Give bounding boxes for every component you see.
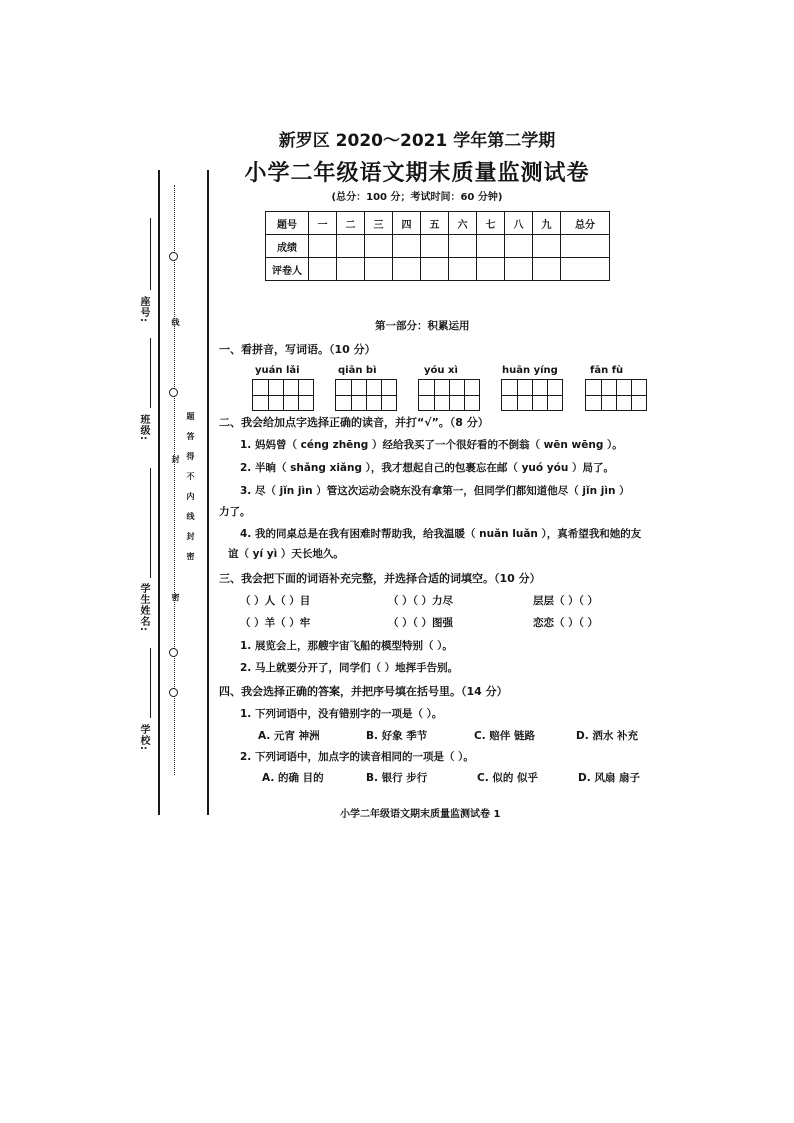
class-label: 班级: — [138, 414, 149, 441]
q4-1-option-b[interactable]: B. 好象 季节 — [366, 730, 428, 742]
score-header-cell: 八 — [505, 212, 533, 235]
grader-cell[interactable] — [337, 258, 365, 281]
line-mark-text: 封 — [171, 455, 180, 469]
grader-row-label: 评卷人 — [266, 258, 309, 281]
line-mark-text: 密 — [171, 593, 180, 607]
q1-answer-grid[interactable] — [252, 379, 314, 411]
score-cell[interactable] — [365, 235, 393, 258]
binding-hole-mark — [169, 648, 178, 657]
q4-2-option-d[interactable]: D. 风扇 扇子 — [578, 772, 641, 784]
binding-hole-mark — [169, 388, 178, 397]
score-header-cell: 题号 — [266, 212, 309, 235]
q4-1-option-d[interactable]: D. 洒水 补充 — [576, 730, 639, 742]
score-cell[interactable] — [533, 235, 561, 258]
q4-1-option-a[interactable]: A. 元宵 神洲 — [258, 730, 320, 742]
grader-row — [266, 258, 610, 281]
score-row-label: 成绩 — [266, 235, 309, 258]
q2-item: 力了。 — [219, 506, 251, 518]
exam-no-blank — [150, 218, 151, 290]
school-label: 学校: — [138, 724, 149, 751]
grid-cell[interactable] — [533, 380, 563, 410]
q2-item[interactable]: 谊（ yí yì ）天长地久。 — [228, 548, 344, 560]
binding-hole-mark — [169, 688, 178, 697]
score-cell[interactable] — [477, 235, 505, 258]
exam-no-label: 座号: — [138, 296, 149, 323]
binding-hole-mark — [169, 252, 178, 261]
score-cell[interactable] — [449, 235, 477, 258]
score-table — [265, 211, 610, 281]
q4-2-option-b[interactable]: B. 银行 步行 — [366, 772, 428, 784]
q3-fill-item[interactable]: 1. 展览会上，那艘宇宙飞船的模型特别（ ）。 — [240, 640, 453, 652]
q4-2-option-c[interactable]: C. 似的 似乎 — [477, 772, 539, 784]
page-footer: 小学二年级语文期末质量监测试卷 1 — [340, 809, 501, 820]
q1-pinyin: fān fù — [590, 365, 624, 376]
line-mark-text: 线 — [171, 318, 180, 332]
q3-idiom[interactable]: （ ）（ ）力尽 — [388, 595, 454, 607]
grader-cell[interactable] — [365, 258, 393, 281]
exam-meta: (总分：100 分；考试时间：60 分钟) — [331, 192, 503, 203]
grid-cell[interactable] — [419, 380, 450, 410]
score-header-cell: 六 — [449, 212, 477, 235]
q2-item[interactable]: 1. 妈妈曾（ céng zhēng ）经给我买了一个很好看的不倒翁（ wēn wēng ）。 — [240, 439, 623, 451]
q1-pinyin: yuán lǎi — [255, 365, 300, 376]
score-header-cell: 一 — [309, 212, 337, 235]
margin-inner-line — [207, 170, 209, 815]
score-header-cell: 总分 — [561, 212, 610, 235]
score-cell[interactable] — [337, 235, 365, 258]
q1-heading: 一、看拼音，写词语。（10 分） — [219, 343, 376, 356]
grid-cell[interactable] — [336, 380, 367, 410]
grader-cell[interactable] — [393, 258, 421, 281]
q4-2-option-a[interactable]: A. 的确 目的 — [262, 772, 324, 784]
grid-cell[interactable] — [253, 380, 284, 410]
q3-idiom[interactable]: （ ）羊（ ）牢 — [240, 617, 311, 629]
score-table-header-row — [266, 212, 610, 235]
q2-item[interactable]: 2. 半晌（ shǎng xiǎng ），我才想起自己的包裹忘在邮（ yuó yóu ）局了。 — [240, 462, 614, 474]
grid-cell[interactable] — [502, 380, 533, 410]
grid-cell[interactable] — [586, 380, 617, 410]
grid-cell[interactable] — [450, 380, 480, 410]
q3-idiom[interactable]: （ ）人（ ）目 — [240, 595, 311, 607]
school-blank — [150, 648, 151, 718]
student-name-label: 学生姓名: — [138, 583, 149, 632]
margin-outer-line — [158, 170, 160, 815]
q1-answer-grid[interactable] — [585, 379, 647, 411]
exam-title: 小学二年级语文期末质量监测试卷 — [244, 161, 590, 186]
q4-2-stem[interactable]: 2. 下列词语中，加点字的读音相同的一项是（ ）。 — [240, 751, 474, 763]
student-name-blank — [150, 468, 151, 578]
score-header-cell: 七 — [477, 212, 505, 235]
grid-cell[interactable] — [284, 380, 314, 410]
score-cell[interactable] — [505, 235, 533, 258]
score-header-cell: 三 — [365, 212, 393, 235]
q1-answer-grid[interactable] — [335, 379, 397, 411]
score-cell[interactable] — [421, 235, 449, 258]
q3-idiom[interactable]: 层层（ ）（ ） — [533, 595, 599, 607]
grader-cell[interactable] — [449, 258, 477, 281]
q1-pinyin: yóu xì — [424, 365, 458, 376]
score-cell[interactable] — [309, 235, 337, 258]
grid-cell[interactable] — [617, 380, 647, 410]
q1-pinyin: qiān bì — [338, 365, 377, 376]
grader-cell[interactable] — [505, 258, 533, 281]
part-one-title: 第一部分：积累运用 — [375, 320, 470, 332]
score-cell[interactable] — [393, 235, 421, 258]
q1-answer-grid[interactable] — [418, 379, 480, 411]
q3-idiom[interactable]: 恋恋（ ）（ ） — [533, 617, 599, 629]
exam-term-title: 新罗区 2020～2021 学年第二学期 — [278, 131, 556, 151]
q1-answer-grid[interactable] — [501, 379, 563, 411]
q3-fill-item[interactable]: 2. 马上就要分开了，同学们（ ）地挥手告别。 — [240, 662, 459, 674]
q2-heading: 二、我会给加点字选择正确的读音，并打“√”。（8 分） — [219, 416, 489, 429]
grader-cell[interactable] — [561, 258, 610, 281]
score-header-cell: 五 — [421, 212, 449, 235]
score-header-cell: 九 — [533, 212, 561, 235]
q4-heading: 四、我会选择正确的答案，并把序号填在括号里。（14 分） — [219, 685, 508, 698]
q4-1-option-c[interactable]: C. 赔伴 链路 — [474, 730, 536, 742]
grader-cell[interactable] — [477, 258, 505, 281]
grader-cell[interactable] — [421, 258, 449, 281]
q3-heading: 三、我会把下面的词语补充完整，并选择合适的词填空。（10 分） — [219, 572, 541, 585]
grid-cell[interactable] — [367, 380, 397, 410]
q2-item[interactable]: 3. 尽（ jǐn jìn ）管这次运动会晓东没有拿第一，但同学们都知道他尽（ jǐn jìn ） — [240, 485, 630, 497]
seal-dotted-line — [174, 185, 175, 775]
q2-item[interactable]: 4. 我的同桌总是在我有困难时帮助我，给我温暖（ nuǎn luǎn ），真希望我和她的友 — [240, 528, 642, 540]
score-header-cell: 四 — [393, 212, 421, 235]
q1-pinyin: huān yíng — [502, 365, 558, 376]
score-header-cell: 二 — [337, 212, 365, 235]
q4-1-stem[interactable]: 1. 下列词语中，没有错别字的一项是（ ）。 — [240, 708, 443, 720]
score-cell[interactable] — [561, 235, 610, 258]
class-blank — [150, 338, 151, 408]
score-row — [266, 235, 610, 258]
grader-cell[interactable] — [533, 258, 561, 281]
grader-cell[interactable] — [309, 258, 337, 281]
q3-idiom[interactable]: （ ）（ ）图强 — [388, 617, 454, 629]
